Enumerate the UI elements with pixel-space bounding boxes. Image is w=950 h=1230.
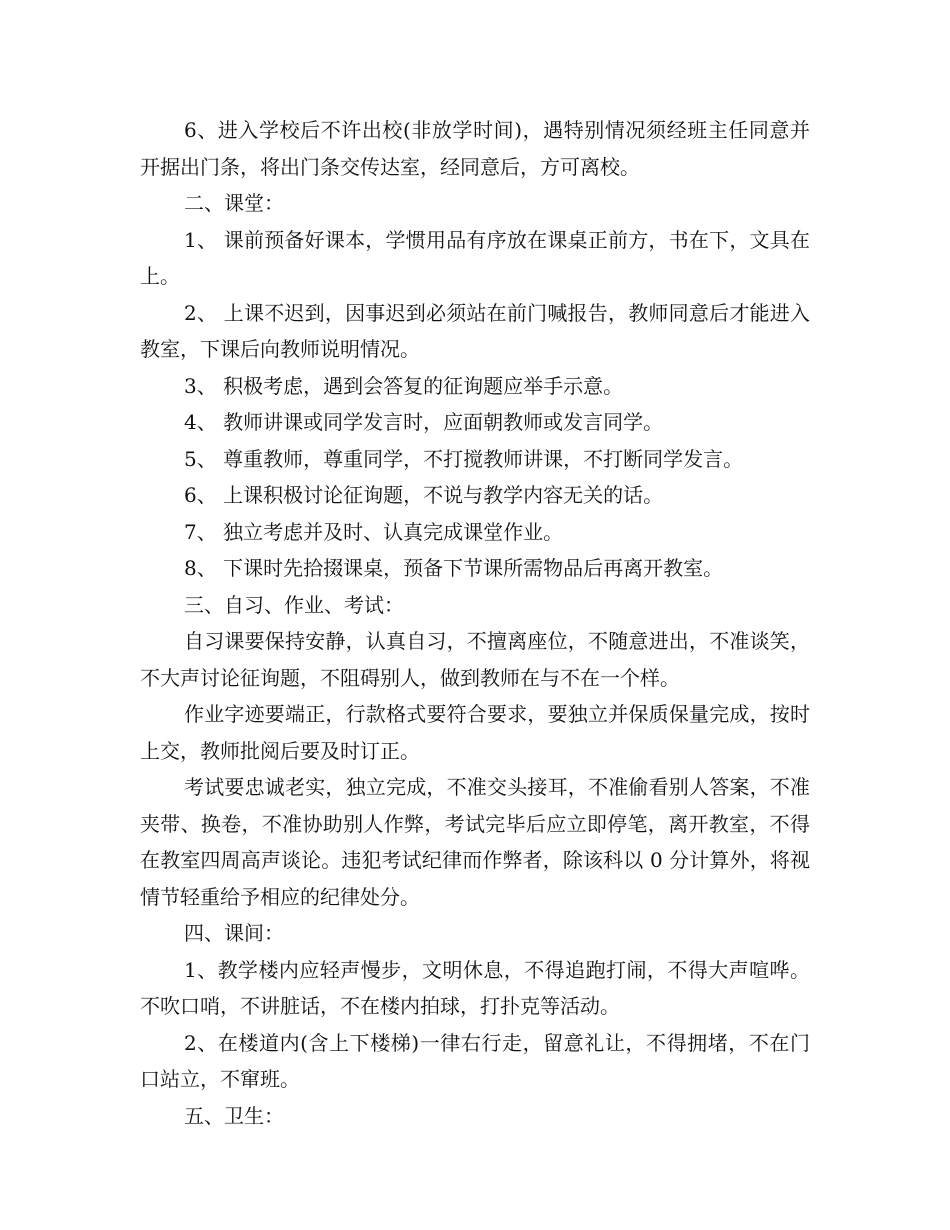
paragraph-self-study: 自习课要保持安静，认真自习，不擅离座位，不随意进出，不准谈笑，不大声讨论征询题，不阻碍别人，做到教师在与不在一个样。 [140,629,810,690]
paragraph-classroom-rule-5: 5、 尊重教师，尊重同学，不打搅教师讲课，不打断同学发言。 [184,446,744,471]
paragraph-classroom-rule-2: 2、 上课不迟到，因事迟到必须站在前门喊报告，教师同意后才能进入教室，下课后向教师说明情况。 [140,300,810,361]
paragraph-break-rule-1: 1、教学楼内应轻声慢步，文明休息，不得追跑打闹，不得大声喧哗。不吹口哨，不讲脏话，不在楼内拍球，打扑克等活动。 [140,957,810,1018]
paragraph-exam: 考试要忠诚老实，独立完成，不准交头接耳，不准偷看别人答案，不准夹带、换卷，不准协助别人作弊，考试完毕后应立即停笔，离开教室，不得在教室四周高声谈论。违犯考试纪律而作弊者，除该科以 0 分计算外，将视情节轻重给予相应的纪律处分。 [140,775,810,909]
document-body [140,112,810,1134]
paragraph-classroom-rule-8: 8、 下课时先拾掇课桌，预备下节课所需物品后再离开教室。 [184,556,724,580]
section-heading-classroom: 二、课堂： [184,191,284,215]
paragraph-classroom-rule-1: 1、 课前预备好课本，学惯用品有序放在课桌正前方，书在下，文具在上。 [140,227,810,288]
paragraph-classroom-rule-6: 6、 上课积极讨论征询题，不说与教学内容无关的话。 [184,483,664,507]
section-heading-hygiene: 五、卫生： [184,1103,284,1128]
paragraph-classroom-rule-4: 4、 教师讲课或同学发言时，应面朝教师或发言同学。 [184,410,664,434]
paragraph-classroom-rule-7: 7、 独立考虑并及时、认真完成课堂作业。 [184,519,564,544]
paragraph-break-rule-2: 2、在楼道内(含上下楼梯)一律右行走，留意礼让，不得拥堵，不在门口站立，不窜班。 [140,1030,810,1091]
paragraph-classroom-rule-3: 3、 积极考虑，遇到会答复的征询题应举手示意。 [184,373,624,398]
paragraph-homework: 作业字迹要端正，行款格式要符合要求，要独立并保质保量完成，按时上交，教师批阅后要及时订正。 [140,702,810,763]
section-heading-break: 四、课间： [184,921,284,945]
section-heading-study-homework-exam: 三、自习、作业、考试： [184,592,404,617]
paragraph-leave-school-rule: 6、进入学校后不许出校(非放学时间)，遇特别情况须经班主任同意并开据出门条，将出门条交传达室，经同意后，方可离校。 [140,118,810,179]
